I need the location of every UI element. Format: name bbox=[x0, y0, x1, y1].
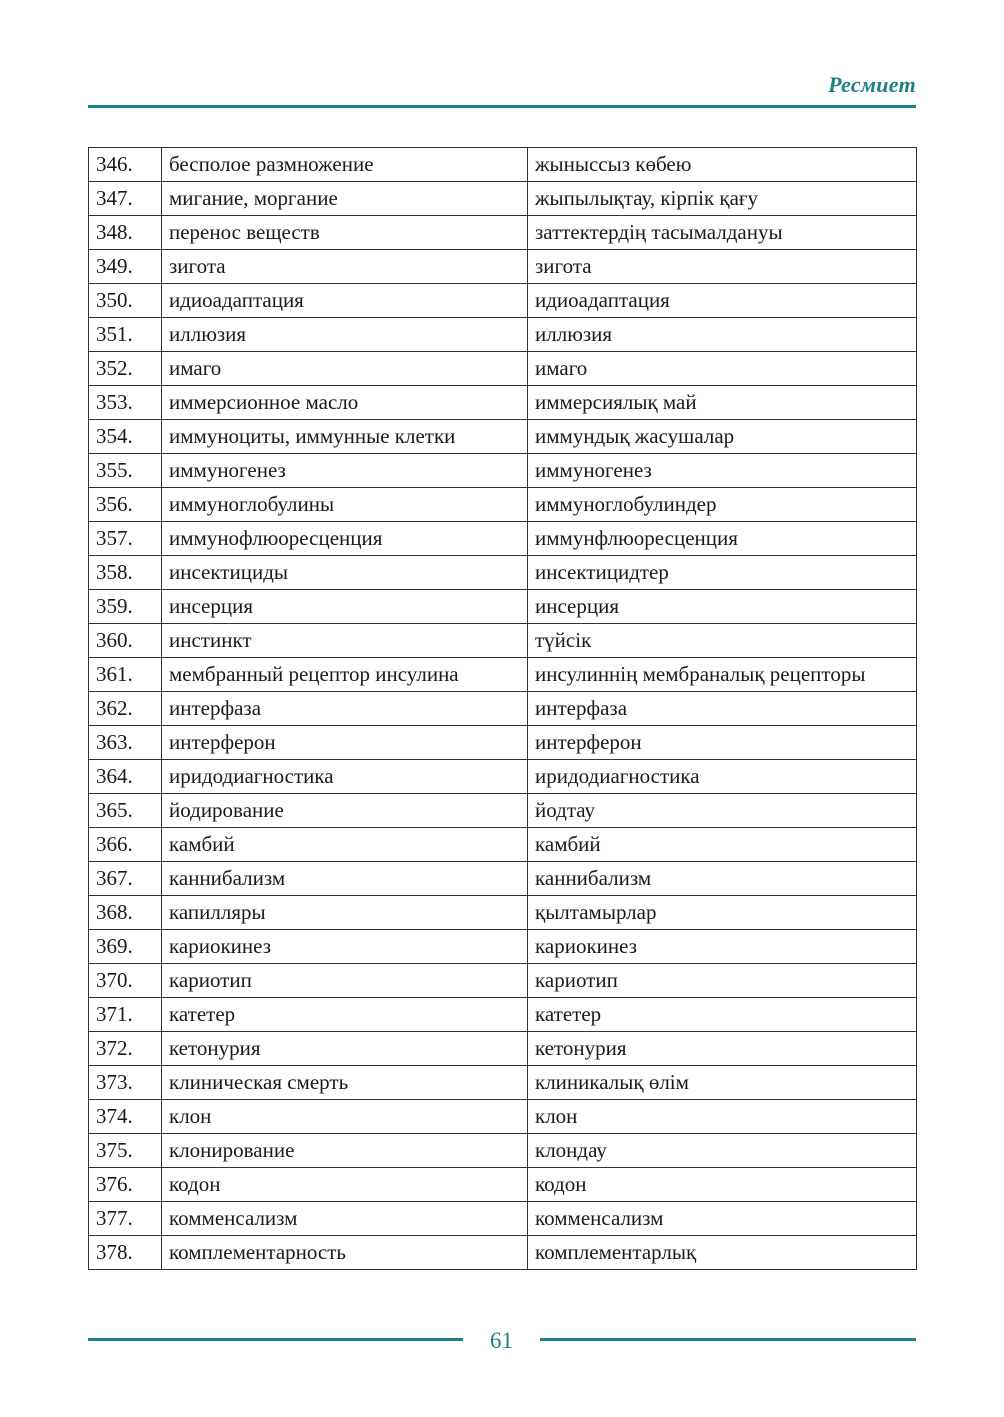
term-kazakh: комменсализм bbox=[528, 1202, 917, 1236]
term-kazakh: камбий bbox=[528, 828, 917, 862]
table-row bbox=[89, 318, 917, 352]
term-number: 355. bbox=[89, 454, 162, 488]
term-number: 357. bbox=[89, 522, 162, 556]
term-number: 358. bbox=[89, 556, 162, 590]
term-russian: иридодиагностика bbox=[162, 760, 528, 794]
table-row bbox=[89, 998, 917, 1032]
term-kazakh: иммуноглобулиндер bbox=[528, 488, 917, 522]
term-kazakh: иммерсиялық май bbox=[528, 386, 917, 420]
term-number: 350. bbox=[89, 284, 162, 318]
term-russian: бесполое размножение bbox=[162, 148, 528, 182]
term-russian: кариокинез bbox=[162, 930, 528, 964]
term-kazakh: инсерция bbox=[528, 590, 917, 624]
term-number: 353. bbox=[89, 386, 162, 420]
term-kazakh: зигота bbox=[528, 250, 917, 284]
term-number: 368. bbox=[89, 896, 162, 930]
term-russian: кодон bbox=[162, 1168, 528, 1202]
term-number: 374. bbox=[89, 1100, 162, 1134]
term-number: 369. bbox=[89, 930, 162, 964]
term-russian: иммуногенез bbox=[162, 454, 528, 488]
term-russian: комплементарность bbox=[162, 1236, 528, 1270]
term-russian: мигание, моргание bbox=[162, 182, 528, 216]
table-row bbox=[89, 556, 917, 590]
term-russian: имаго bbox=[162, 352, 528, 386]
term-kazakh: иммунфлюоресценция bbox=[528, 522, 917, 556]
table-row bbox=[89, 216, 917, 250]
term-russian: перенос веществ bbox=[162, 216, 528, 250]
term-number: 362. bbox=[89, 692, 162, 726]
term-russian: зигота bbox=[162, 250, 528, 284]
term-russian: инсерция bbox=[162, 590, 528, 624]
table-row bbox=[89, 726, 917, 760]
table-row bbox=[89, 794, 917, 828]
table-row bbox=[89, 454, 917, 488]
glossary-body bbox=[89, 148, 917, 1270]
term-kazakh: кариотип bbox=[528, 964, 917, 998]
term-russian: инсектициды bbox=[162, 556, 528, 590]
term-russian: комменсализм bbox=[162, 1202, 528, 1236]
footer-divider-right bbox=[540, 1338, 916, 1341]
table-row bbox=[89, 1168, 917, 1202]
term-kazakh: каннибализм bbox=[528, 862, 917, 896]
term-kazakh: иммундық жасушалар bbox=[528, 420, 917, 454]
table-row bbox=[89, 420, 917, 454]
term-russian: иллюзия bbox=[162, 318, 528, 352]
term-kazakh: клондау bbox=[528, 1134, 917, 1168]
term-kazakh: түйсік bbox=[528, 624, 917, 658]
table-row bbox=[89, 284, 917, 318]
term-number: 373. bbox=[89, 1066, 162, 1100]
term-kazakh: жыпылықтау, кірпік қағу bbox=[528, 182, 917, 216]
glossary-table bbox=[88, 147, 917, 1270]
table-row bbox=[89, 352, 917, 386]
table-row bbox=[89, 658, 917, 692]
term-number: 356. bbox=[89, 488, 162, 522]
term-russian: йодирование bbox=[162, 794, 528, 828]
term-russian: иммуноциты, иммунные клетки bbox=[162, 420, 528, 454]
term-kazakh: кетонурия bbox=[528, 1032, 917, 1066]
table-row bbox=[89, 250, 917, 284]
term-number: 370. bbox=[89, 964, 162, 998]
table-row bbox=[89, 1066, 917, 1100]
term-russian: клонирование bbox=[162, 1134, 528, 1168]
table-row bbox=[89, 522, 917, 556]
term-russian: камбий bbox=[162, 828, 528, 862]
table-row bbox=[89, 1100, 917, 1134]
term-russian: иммерсионное масло bbox=[162, 386, 528, 420]
table-row bbox=[89, 896, 917, 930]
term-number: 348. bbox=[89, 216, 162, 250]
term-russian: идиоадаптация bbox=[162, 284, 528, 318]
term-number: 378. bbox=[89, 1236, 162, 1270]
term-number: 359. bbox=[89, 590, 162, 624]
table-row bbox=[89, 828, 917, 862]
term-number: 361. bbox=[89, 658, 162, 692]
term-kazakh: инсулиннің мембраналық рецепторы bbox=[528, 658, 917, 692]
term-number: 351. bbox=[89, 318, 162, 352]
section-title: Ресмиет bbox=[828, 72, 916, 97]
term-kazakh: клон bbox=[528, 1100, 917, 1134]
term-kazakh: жыныссыз көбею bbox=[528, 148, 917, 182]
term-number: 372. bbox=[89, 1032, 162, 1066]
term-kazakh: идиоадаптация bbox=[528, 284, 917, 318]
term-russian: кариотип bbox=[162, 964, 528, 998]
term-russian: клон bbox=[162, 1100, 528, 1134]
table-row bbox=[89, 624, 917, 658]
table-row bbox=[89, 386, 917, 420]
page-number: 61 bbox=[490, 1328, 513, 1353]
table-row bbox=[89, 930, 917, 964]
term-kazakh: иммуногенез bbox=[528, 454, 917, 488]
table-row bbox=[89, 1032, 917, 1066]
term-number: 347. bbox=[89, 182, 162, 216]
table-row bbox=[89, 1202, 917, 1236]
term-kazakh: кариокинез bbox=[528, 930, 917, 964]
term-russian: интерфаза bbox=[162, 692, 528, 726]
term-number: 375. bbox=[89, 1134, 162, 1168]
term-number: 377. bbox=[89, 1202, 162, 1236]
term-kazakh: инсектицидтер bbox=[528, 556, 917, 590]
term-kazakh: йодтау bbox=[528, 794, 917, 828]
table-row bbox=[89, 1134, 917, 1168]
term-number: 365. bbox=[89, 794, 162, 828]
term-kazakh: кодон bbox=[528, 1168, 917, 1202]
term-number: 366. bbox=[89, 828, 162, 862]
table-row bbox=[89, 488, 917, 522]
term-russian: катетер bbox=[162, 998, 528, 1032]
term-russian: клиническая смерть bbox=[162, 1066, 528, 1100]
term-kazakh: интерферон bbox=[528, 726, 917, 760]
term-kazakh: қылтамырлар bbox=[528, 896, 917, 930]
term-russian: интерферон bbox=[162, 726, 528, 760]
term-number: 367. bbox=[89, 862, 162, 896]
table-row bbox=[89, 1236, 917, 1270]
term-number: 354. bbox=[89, 420, 162, 454]
term-number: 352. bbox=[89, 352, 162, 386]
header-divider bbox=[88, 105, 916, 108]
term-kazakh: иридодиагностика bbox=[528, 760, 917, 794]
term-number: 360. bbox=[89, 624, 162, 658]
table-row bbox=[89, 692, 917, 726]
term-kazakh: интерфаза bbox=[528, 692, 917, 726]
term-number: 364. bbox=[89, 760, 162, 794]
term-russian: инстинкт bbox=[162, 624, 528, 658]
term-russian: иммуноглобулины bbox=[162, 488, 528, 522]
term-russian: иммунофлюоресценция bbox=[162, 522, 528, 556]
term-kazakh: комплементарлық bbox=[528, 1236, 917, 1270]
term-number: 363. bbox=[89, 726, 162, 760]
term-kazakh: клиникалық өлім bbox=[528, 1066, 917, 1100]
term-number: 371. bbox=[89, 998, 162, 1032]
table-row bbox=[89, 760, 917, 794]
term-kazakh: иллюзия bbox=[528, 318, 917, 352]
term-russian: каннибализм bbox=[162, 862, 528, 896]
table-row bbox=[89, 862, 917, 896]
term-russian: мембранный рецептор инсулина bbox=[162, 658, 528, 692]
table-row bbox=[89, 964, 917, 998]
table-row bbox=[89, 148, 917, 182]
term-kazakh: заттектердің тасымалдануы bbox=[528, 216, 917, 250]
term-kazakh: катетер bbox=[528, 998, 917, 1032]
table-row bbox=[89, 590, 917, 624]
term-russian: капилляры bbox=[162, 896, 528, 930]
term-number: 349. bbox=[89, 250, 162, 284]
term-kazakh: имаго bbox=[528, 352, 917, 386]
term-number: 376. bbox=[89, 1168, 162, 1202]
footer-divider-left bbox=[88, 1338, 463, 1341]
term-russian: кетонурия bbox=[162, 1032, 528, 1066]
term-number: 346. bbox=[89, 148, 162, 182]
table-row bbox=[89, 182, 917, 216]
